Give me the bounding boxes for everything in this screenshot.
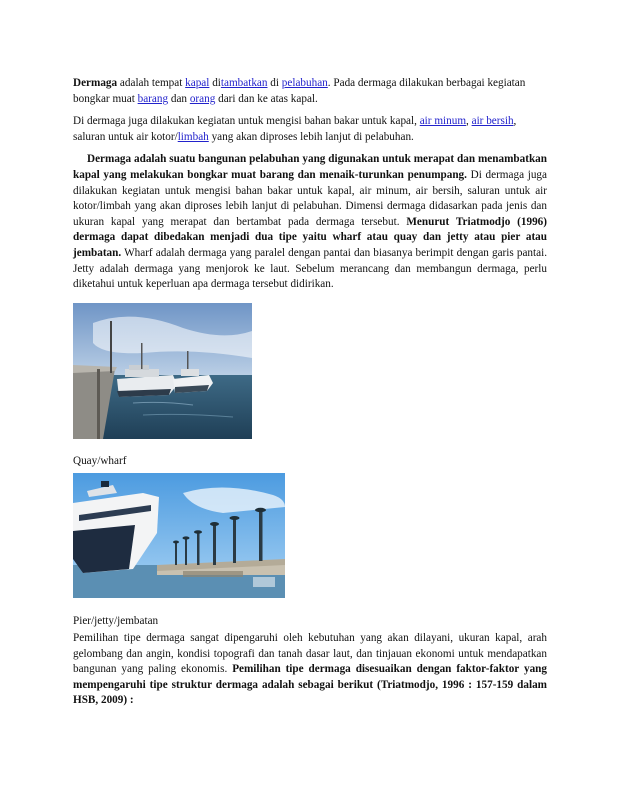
- bold-text: Pemilihan tipe dermaga disesuaikan dengan faktor-faktor yang mempengaruhi tipe struktur dermaga adalah sebagai berikut (Triatmodjo, 1996 : 157-159 dalam HSB, 2009) :: [73, 663, 547, 707]
- text: Di dermaga juga dilakukan kegiatan untuk mengisi bahan bakar untuk kapal, air minum, air bersih, saluran untuk air kotor/limbah yang akan diproses lebih lanjut di pelabuhan. Dimensi dermaga didasarkan pada jenis dan ukuran kapal yang merapat dan bertambat pada dermaga tersebut.: [73, 168, 547, 228]
- link-kapal[interactable]: kapal: [185, 77, 210, 89]
- caption-pier-jetty: Pier/jetty/jembatan: [73, 615, 159, 627]
- text: Wharf adalah dermaga yang paralel dengan pantai dan biasanya berimpit dengan garis pantai. Jetty adalah dermaga yang menjorok ke laut. Sebelum merancang dan membangun dermaga, perlu diketahui untuk keperluan apa dermaga tersebut didirikan.: [73, 246, 547, 291]
- link-pelabuhan[interactable]: pelabuhan: [281, 77, 328, 89]
- text: di: [267, 77, 282, 89]
- document-body: [73, 76, 547, 293]
- link-air-bersih[interactable]: air bersih: [471, 115, 514, 128]
- link-limbah[interactable]: limbah: [177, 130, 209, 143]
- link-orang[interactable]: orang: [189, 92, 216, 105]
- bold-text: Dermaga adalah suatu bangunan pelabuhan yang digunakan untuk merapat dan menambatkan kapal yang melakukan bongkar muat barang dan menaik-turunkan penumpang.: [73, 153, 547, 181]
- paragraph-definition: [73, 152, 547, 292]
- quay-wharf-photo: [73, 303, 252, 439]
- text: ,: [466, 115, 472, 128]
- text: di: [209, 77, 221, 89]
- bold-text: Menurut Triatmodjo (1996) dermaga dapat dibedakan menjadi dua tipe yaitu wharf atau quay dan jetty atau pier atau jembatan.: [73, 215, 548, 259]
- term-dermaga: Dermaga: [73, 77, 118, 89]
- text: dan: [168, 92, 190, 105]
- paragraph-intro: [73, 76, 547, 107]
- text: , saluran untuk air kotor/: [73, 115, 517, 143]
- text: Di dermaga juga dilakukan kegiatan untuk mengisi bahan bakar untuk kapal,: [73, 115, 420, 128]
- paragraph-selection: [73, 631, 547, 709]
- text: yang akan diproses lebih lanjut di pelabuhan.: [208, 130, 414, 143]
- text: . Pada dermaga dilakukan berbagai kegiatan bongkar muat: [73, 77, 526, 105]
- caption-quay-wharf: Quay/wharf: [73, 455, 127, 467]
- pier-jetty-photo: [73, 473, 285, 598]
- link-air-minum[interactable]: air minum: [419, 115, 467, 128]
- link-barang[interactable]: barang: [137, 92, 169, 105]
- text: dari dan ke atas kapal.: [215, 92, 318, 105]
- paragraph-facilities: [73, 114, 547, 145]
- text: adalah tempat: [117, 77, 186, 89]
- text: Pemilihan tipe dermaga sangat dipengaruhi oleh kebutuhan yang akan dilayani, ukuran kapal, arah gelombang dan angin, kondisi topografi dan tanah dasar laut, dan tinjauan ekonomi untuk mendapatkan bangunan yang paling ekonomis.: [73, 632, 547, 676]
- link-tambatkan[interactable]: tambatkan: [220, 77, 268, 89]
